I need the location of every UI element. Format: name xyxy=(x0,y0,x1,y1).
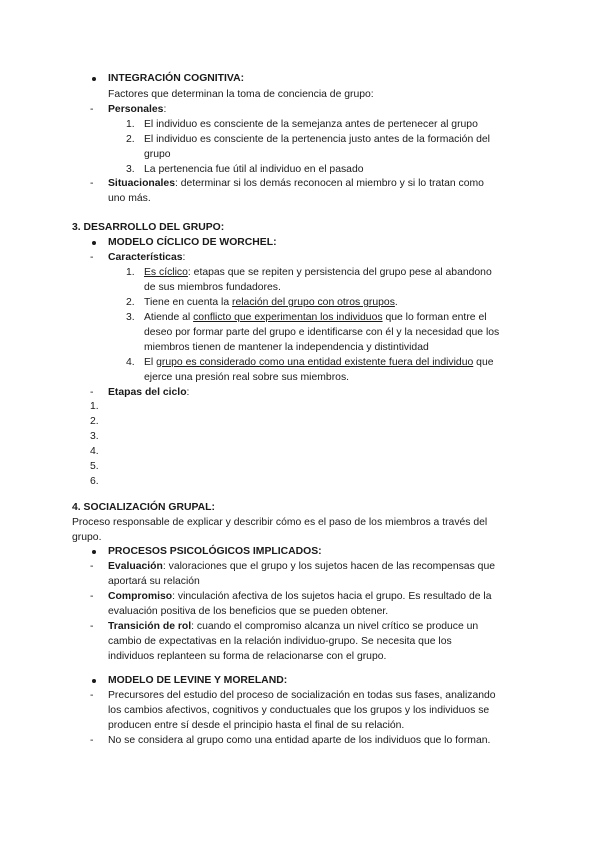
paragraph-line: Situacionales: determinar si los demás reconocen al miembro y si lo tratan como xyxy=(108,178,484,189)
paragraph-line: individuos replanteen su forma de relacionarse con el grupo. xyxy=(108,651,387,662)
list-item: El individuo es consciente de la semejanza antes de pertenecer al grupo xyxy=(144,119,478,130)
paragraph-line: Evaluación: valoraciones que el grupo y los sujetos hacen de las recompensas que xyxy=(108,561,495,572)
list-number: 1. xyxy=(126,119,135,130)
paragraph-line: Precursores del estudio del proceso de socialización en todas sus fases, analizando xyxy=(108,690,496,701)
list-number: 3. xyxy=(90,431,99,442)
section-heading: PROCESOS PSICOLÓGICOS IMPLICADOS: xyxy=(108,546,322,557)
section-heading: MODELO DE LEVINE Y MORELAND: xyxy=(108,675,288,686)
list-number: 2. xyxy=(126,134,135,145)
paragraph-line: Compromiso: vinculación afectiva de los sujetos hacia el grupo. Es resultado de la xyxy=(108,591,492,602)
section-title: 3. DESARROLLO DEL GRUPO: xyxy=(72,222,225,233)
dash-marker: - xyxy=(90,252,94,263)
list-number: 1. xyxy=(126,267,135,278)
list-number: 6. xyxy=(90,476,99,487)
bullet-icon xyxy=(92,679,96,683)
paragraph-line: cambio de expectativas en la relación individuo-grupo. Se necesita que los xyxy=(108,636,452,647)
list-label: Características: xyxy=(108,252,186,263)
paragraph-line: uno más. xyxy=(108,193,151,204)
list-item: Atiende al conflicto que experimentan los individuos que lo forman entre el xyxy=(144,312,487,323)
section-heading: INTEGRACIÓN COGNITIVA: xyxy=(108,73,245,84)
section-title: 4. SOCIALIZACIÓN GRUPAL: xyxy=(72,502,215,513)
list-label: Personales: xyxy=(108,104,167,115)
paragraph-line: los cambios afectivos, cognitivos y conductuales que los grupos y los individuos se xyxy=(108,705,490,716)
dash-marker: - xyxy=(90,178,94,189)
paragraph-line: producen entre sí desde el principio hasta el final de su relación. xyxy=(108,720,405,731)
list-number: 2. xyxy=(90,416,99,427)
paragraph-line: aportará su relación xyxy=(108,576,200,587)
list-item: miembros tienen de mantener la independencia y distintividad xyxy=(144,342,429,353)
list-item: de sus miembros fundadores. xyxy=(144,282,281,293)
list-number: 3. xyxy=(126,164,135,175)
bullet-icon xyxy=(92,77,96,81)
list-item: El individuo es consciente de la pertenencia justo antes de la formación del xyxy=(144,134,490,145)
list-item: Es cíclico: etapas que se repiten y persistencia del grupo pese al abandono xyxy=(144,267,492,278)
list-number: 4. xyxy=(126,357,135,368)
dash-marker: - xyxy=(90,690,94,701)
paragraph-line: Proceso responsable de explicar y describir cómo es el paso de los miembros a través del xyxy=(72,517,488,528)
list-number: 3. xyxy=(126,312,135,323)
section-heading: MODELO CÍCLICO DE WORCHEL: xyxy=(108,237,277,248)
dash-marker: - xyxy=(90,591,94,602)
list-item: La pertenencia fue útil al individuo en el pasado xyxy=(144,164,364,175)
list-number: 1. xyxy=(90,401,99,412)
bullet-icon xyxy=(92,241,96,245)
list-item: ejerce una presión real sobre sus miembros. xyxy=(144,372,350,383)
list-item: grupo xyxy=(144,149,171,160)
dash-marker: - xyxy=(90,387,94,398)
paragraph-line: Transición de rol: cuando el compromiso alcanza un nivel crítico se produce un xyxy=(108,621,479,632)
paragraph-line: Factores que determinan la toma de conciencia de grupo: xyxy=(108,89,374,100)
list-item: El grupo es considerado como una entidad existente fuera del individuo que xyxy=(144,357,494,368)
dash-marker: - xyxy=(90,621,94,632)
list-label: Etapas del ciclo: xyxy=(108,387,190,398)
dash-marker: - xyxy=(90,104,94,115)
paragraph-line: grupo. xyxy=(72,532,102,543)
dash-marker: - xyxy=(90,561,94,572)
list-number: 4. xyxy=(90,446,99,457)
list-item: deseo por formar parte del grupo e identificarse con él y la necesidad que los xyxy=(144,327,500,338)
paragraph-line: evaluación positiva de los beneficios que se pueden obtener. xyxy=(108,606,389,617)
bullet-icon xyxy=(92,550,96,554)
list-number: 5. xyxy=(90,461,99,472)
dash-marker: - xyxy=(90,735,94,746)
list-item: Tiene en cuenta la relación del grupo con otros grupos. xyxy=(144,297,398,308)
list-number: 2. xyxy=(126,297,135,308)
paragraph-line: No se considera al grupo como una entidad aparte de los individuos que lo forman. xyxy=(108,735,491,746)
